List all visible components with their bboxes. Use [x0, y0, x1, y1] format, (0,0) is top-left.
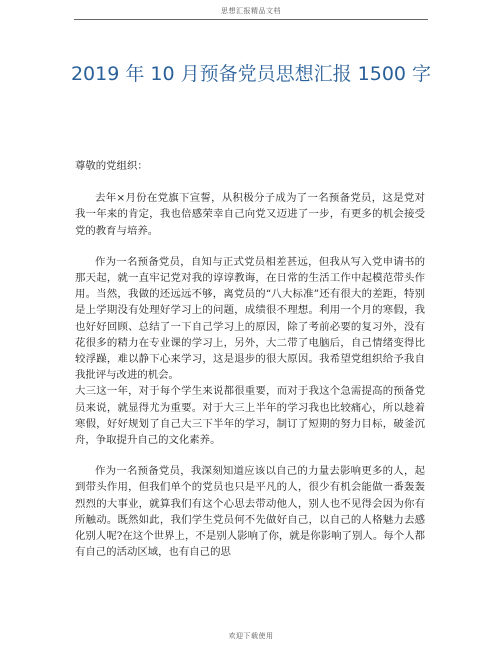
paragraph-4: 作为一名预备党员，我深刻知道应该以自己的力量去影响更多的人，起到带头作用，但我们单个的党员也只是平凡的人，很少有机会能做一番轰轰烈烈的大事业，就算我们有这个心思去带动他人，别人也不见得会因为你有所触动。既然如此，我们学生党员何不先做好自己，以自己的人格魅力去感化别人呢?在这个世界上，不是别人影响了你，就是你影响了别人。每个人都有自己的活动区域，也有自己的思	[75, 465, 425, 559]
paragraph-2: 作为一名预备党员，自知与正式党员相差甚远，但我从写入党申请书的那天起，就一直牢记党对我的谆谆教诲，在日常的生活工作中起模范带头作用。当然，我做的还远远不够，离党员的“八大标准”还有很大的差距，特别是上学期没有处理好学习上的问题，成绩很不理想。利用一个月的寒假，我也好好回顾、总结了一下自己学习上的原因，除了考前必要的复习外，没有花很多的精力在专业课的学习上，另外，大二带了电脑后，自己情绪变得比较浮躁，难以静下心来学习，这是退步的很大原因。我希望党组织给予我自我批评与改进的机会。	[75, 255, 425, 382]
page-footer: 欢迎下载使用	[228, 632, 274, 640]
header-divider	[74, 19, 428, 20]
document-title: 2019 年 10 月预备党员思想汇报 1500 字	[70, 63, 432, 85]
page-header: 思想汇报精品文档	[221, 7, 281, 15]
salutation: 尊敬的党组织：	[75, 160, 148, 172]
paragraph-3: 大三这一年，对于每个学生来说都很重要，而对于我这个急需提高的预备党员来说，就显得尤为重要。对于大三上半年的学习我也比较痛心，所以趁着寒假，好好规划了自己大三下半年的学习，制订了短期的努力目标，破釜沉舟，争取提升自己的文化素养。	[75, 385, 425, 447]
paragraph-1: 去年×月份在党旗下宣誓，从积极分子成为了一名预备党员，这是党对我一年来的肯定，我也倍感荣幸自己向党又迈进了一步，有更多的机会接受党的教育与培养。	[75, 192, 425, 237]
document-body	[75, 158, 425, 575]
